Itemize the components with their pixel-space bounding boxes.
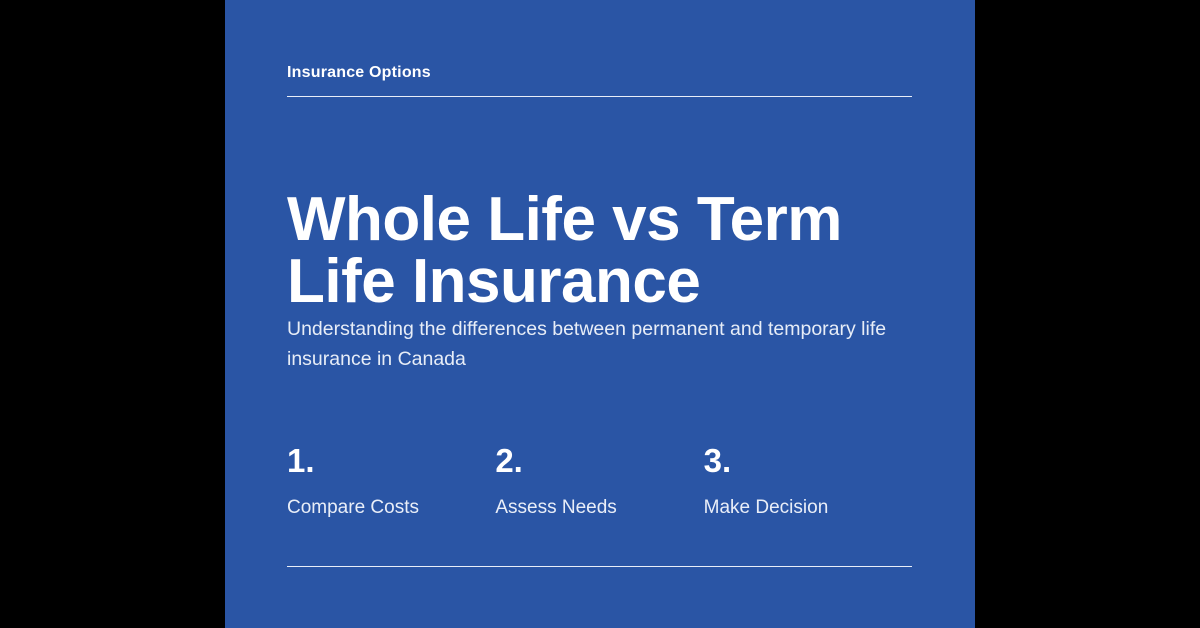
content-card bbox=[225, 0, 975, 628]
step-number: 1. bbox=[287, 442, 315, 479]
list-item bbox=[704, 443, 912, 520]
step-number: 2. bbox=[495, 442, 523, 479]
steps-list bbox=[287, 443, 912, 520]
card-inner bbox=[287, 0, 912, 628]
step-label: Compare Costs bbox=[287, 497, 419, 519]
page-subtitle: Understanding the differences between permanent and temporary life insurance in Canada bbox=[287, 317, 887, 371]
eyebrow-label: Insurance Options bbox=[287, 64, 431, 81]
divider-bottom bbox=[287, 566, 912, 567]
page-title: Whole Life vs Term Life Insurance bbox=[287, 184, 842, 316]
step-number: 3. bbox=[703, 442, 732, 479]
step-label: Make Decision bbox=[703, 497, 829, 519]
step-label: Assess Needs bbox=[495, 497, 617, 519]
list-item bbox=[495, 443, 703, 520]
divider-top bbox=[287, 96, 912, 97]
list-item bbox=[287, 443, 495, 520]
